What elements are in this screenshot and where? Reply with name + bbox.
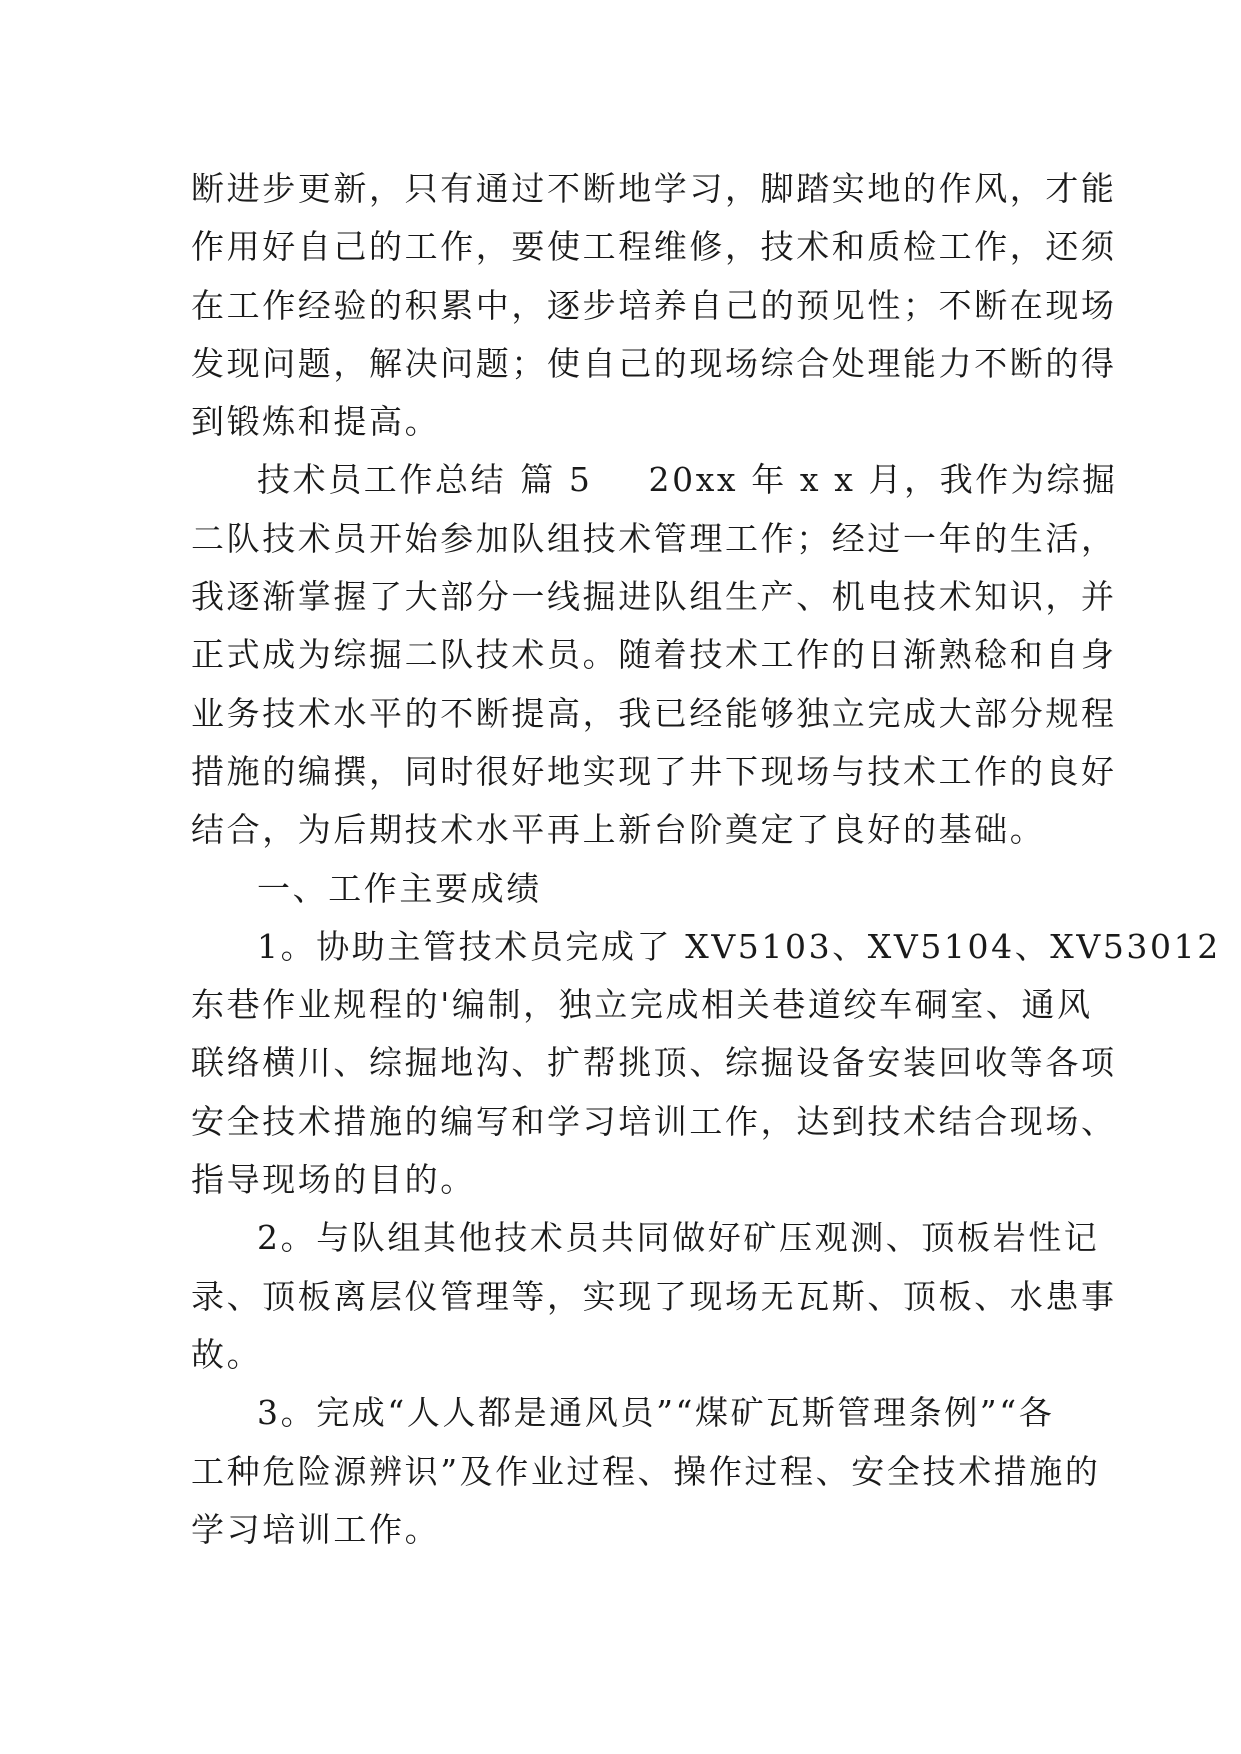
section-heading-title: 技术员工作总结 (257, 460, 507, 500)
paragraph-item-1 (191, 918, 1221, 1209)
paragraph-item-3 (191, 1384, 1101, 1559)
text-line: 指导现场的目的。 (191, 1160, 476, 1200)
text-line: 2。与队组其他技术员共同做好矿压观测、顶板岩性记 (257, 1218, 1100, 1258)
subheading-text: 一、工作主要成绩 (257, 868, 542, 908)
text-line: 东巷作业规程的'编制，独立完成相关巷道绞车硐室、通风 (191, 985, 1093, 1025)
text-line: 工种危险源辨识”及作业过程、操作过程、安全技术措施的 (191, 1451, 1101, 1491)
text-line: 在工作经验的积累中，逐步培养自己的预见性；不断在现场 (191, 285, 1117, 325)
text-line: 措施的编撰，同时很好地实现了井下现场与技术工作的良好 (191, 751, 1117, 791)
section-intro-text: 20xx 年 x x 月，我作为综掘 (648, 460, 1118, 500)
text-line: 我逐渐掌握了大部分一线掘进队组生产、机电技术知识，并 (191, 577, 1117, 617)
text-line: 作用好自己的工作，要使工程维修，技术和质检工作，还须 (191, 227, 1117, 267)
paragraph-subheading (191, 860, 1071, 918)
text-line: 到锻炼和提高。 (191, 402, 441, 442)
text-line: 1。协助主管技术员完成了 XV5103、XV5104、XV53012 (257, 926, 1221, 966)
text-line: 联络横川、综掘地沟、扩帮挑顶、综掘设备安装回收等各项 (191, 1043, 1117, 1083)
text-line: 正式成为综掘二队技术员。随着技术工作的日渐熟稔和自身 (191, 635, 1117, 675)
text-line: 3。完成“人人都是通风员”“煤矿瓦斯管理条例”“各 (257, 1393, 1055, 1433)
paragraph-continuation (191, 160, 1117, 451)
text-line: 业务技术水平的不断提高，我已经能够独立完成大部分规程 (191, 693, 1117, 733)
paragraph-section-5 (191, 451, 1118, 859)
text-line: 故。 (191, 1334, 263, 1374)
text-line: 安全技术措施的编写和学习培训工作，达到技术结合现场、 (191, 1101, 1117, 1141)
paragraph-item-2 (191, 1209, 1117, 1384)
text-line: 录、顶板离层仪管理等，实现了现场无瓦斯、顶板、水患事 (191, 1276, 1117, 1316)
text-line: 发现问题，解决问题；使自己的现场综合处理能力不断的得 (191, 343, 1117, 383)
text-line: 学习培训工作。 (191, 1509, 441, 1549)
text-line: 断进步更新，只有通过不断地学习，脚踏实地的作风，才能 (191, 169, 1117, 208)
document-body (191, 160, 1221, 1559)
text-line: 结合，为后期技术水平再上新台阶奠定了良好的基础。 (191, 810, 1046, 850)
text-line: 二队技术员开始参加队组技术管理工作；经过一年的生活， (191, 518, 1117, 558)
text-line (191, 451, 1118, 509)
section-heading-part: 篇 5 (520, 460, 593, 500)
